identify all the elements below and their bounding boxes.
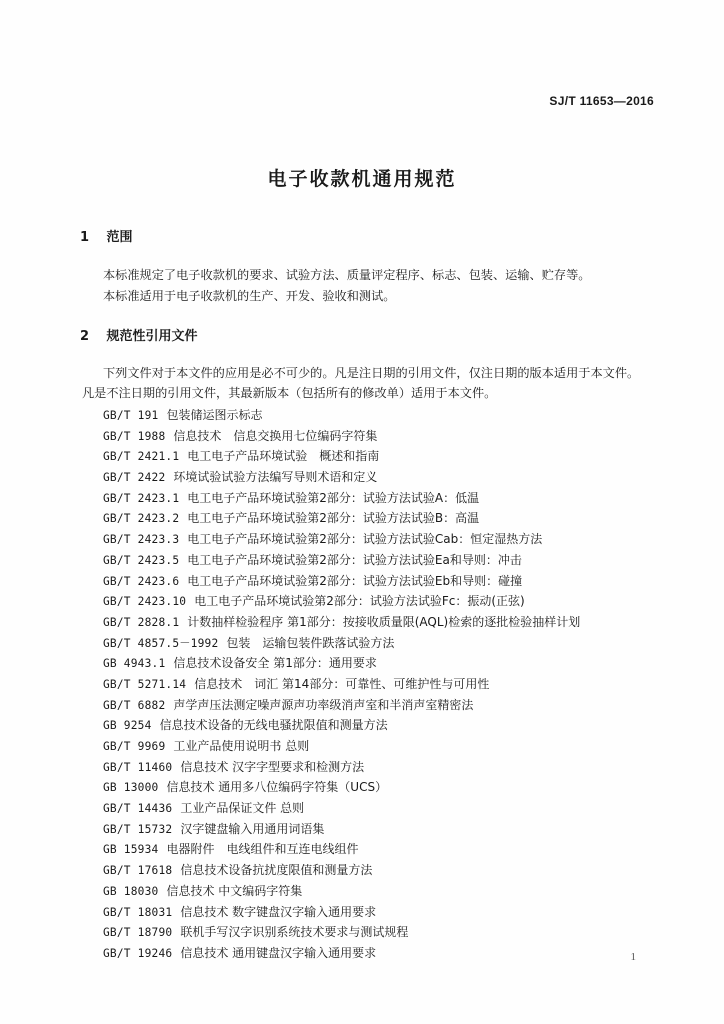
reference-code: GB/T 2423.1 [103, 491, 180, 505]
reference-code: GB/T 4857.5－1992 [103, 636, 219, 650]
reference-title: 环境试验试验方法编写导则术语和定义 [173, 470, 378, 485]
reference-item [103, 426, 580, 447]
reference-title: 信息技术 通用多八位编码字符集（UCS） [166, 780, 388, 795]
reference-code: GB/T 15732 [103, 822, 173, 836]
reference-title: 电器附件 电线组件和互连电线组件 [166, 842, 359, 857]
reference-title: 信息技术 中文编码字符集 [166, 883, 303, 898]
reference-code: GB 9254 [103, 719, 152, 733]
standard-code: SJ/T 11653—2016 [549, 94, 654, 108]
reference-item [103, 446, 580, 467]
reference-item [103, 736, 580, 757]
reference-code: GB/T 11460 [103, 760, 173, 774]
reference-item [103, 839, 580, 860]
reference-title: 信息技术 数字键盘汉字输入通用要求 [180, 904, 377, 919]
reference-item [103, 653, 580, 674]
reference-item [103, 757, 580, 778]
reference-item [103, 674, 580, 695]
reference-item [103, 695, 580, 716]
reference-title: 信息技术设备安全 第1部分：通用要求 [173, 656, 377, 671]
reference-code: GB/T 2423.10 [103, 595, 187, 609]
reference-item [103, 943, 580, 964]
reference-code: GB/T 2423.3 [103, 533, 180, 547]
reference-title: 工业产品保证文件 总则 [180, 801, 305, 816]
references-intro-line-1: 下列文件对于本文件的应用是必不可少的。凡是注日期的引用文件，仅注日期的版本适用于本文件。 [103, 366, 640, 380]
section-title: 范围 [106, 230, 133, 245]
reference-item [103, 902, 580, 923]
reference-code: GB/T 2423.6 [103, 574, 180, 588]
reference-code: GB/T 18790 [103, 926, 173, 940]
reference-item [103, 508, 580, 529]
scope-paragraph-2: 本标准适用于电子收款机的生产、开发、验收和测试。 [103, 289, 396, 303]
reference-item [103, 405, 580, 426]
reference-item [103, 798, 580, 819]
reference-item [103, 881, 580, 902]
reference-title: 声学声压法测定噪声源声功率级消声室和半消声室精密法 [173, 697, 474, 712]
reference-title: 信息技术 通用键盘汉字输入通用要求 [180, 945, 377, 960]
reference-item [103, 467, 580, 488]
reference-title: 电工电子产品环境试验第2部分：试验方法试验Fc：振动(正弦) [194, 594, 525, 609]
reference-code: GB/T 2423.2 [103, 512, 180, 526]
reference-title: 联机手写汉字识别系统技术要求与测试规程 [180, 925, 409, 940]
reference-item [103, 922, 580, 943]
reference-title: 电工电子产品环境试验第2部分：试验方法试验Cab：恒定湿热方法 [187, 532, 543, 547]
reference-item [103, 529, 580, 550]
reference-title: 电工电子产品环境试验第2部分：试验方法试验Ea和导则：冲击 [187, 552, 522, 567]
reference-title: 信息技术设备抗扰度限值和测量方法 [180, 863, 373, 878]
references-intro-line-2: 凡是不注日期的引用文件，其最新版本（包括所有的修改单）适用于本文件。 [82, 386, 497, 400]
reference-code: GB 15934 [103, 843, 159, 857]
reference-title: 包装储运图示标志 [166, 408, 263, 422]
reference-code: GB/T 6882 [103, 698, 166, 712]
reference-title: 电工电子产品环境试验 概述和指南 [187, 449, 380, 464]
reference-code: GB 4943.1 [103, 657, 166, 671]
reference-code: GB 13000 [103, 781, 159, 795]
reference-item [103, 860, 580, 881]
reference-item [103, 591, 580, 612]
section-heading-normative-references [80, 325, 198, 344]
reference-item [103, 612, 580, 633]
reference-title: 电工电子产品环境试验第2部分：试验方法试验B：高温 [187, 511, 480, 526]
reference-item [103, 633, 580, 654]
reference-code: GB/T 1988 [103, 429, 166, 443]
page-number: 1 [630, 951, 636, 963]
reference-code: GB/T 18031 [103, 905, 173, 919]
section-number: 2 [80, 329, 90, 344]
reference-list [103, 405, 580, 964]
reference-code: GB/T 2423.5 [103, 553, 180, 567]
reference-title: 电工电子产品环境试验第2部分：试验方法试验A：低温 [187, 490, 480, 505]
reference-title: 信息技术 词汇 第14部分：可靠性、可维护性与可用性 [194, 676, 490, 691]
reference-code: GB/T 17618 [103, 864, 173, 878]
reference-item [103, 550, 580, 571]
reference-title: 包装 运输包装件跌落试验方法 [226, 635, 395, 650]
reference-item [103, 571, 580, 592]
reference-code: GB/T 19246 [103, 946, 173, 960]
reference-code: GB/T 2422 [103, 471, 166, 485]
reference-title: 电工电子产品环境试验第2部分：试验方法试验Eb和导则：碰撞 [187, 573, 523, 588]
reference-title: 计数抽样检验程序 第1部分：按接收质量限(AQL)检索的逐批检验抽样计划 [187, 614, 581, 629]
scope-paragraph-1: 本标准规定了电子收款机的要求、试验方法、质量评定程序、标志、包装、运输、贮存等。 [103, 268, 591, 282]
section-heading-scope [80, 226, 133, 245]
reference-code: GB/T 191 [103, 409, 159, 422]
reference-code: GB/T 9969 [103, 740, 166, 753]
reference-code: GB/T 2421.1 [103, 450, 180, 464]
reference-code: GB/T 14436 [103, 802, 173, 816]
reference-item [103, 715, 580, 736]
document-title: 电子收款机通用规范 [267, 168, 457, 190]
reference-title: 信息技术 信息交换用七位编码字符集 [173, 428, 378, 443]
reference-code: GB/T 2828.1 [103, 615, 180, 629]
reference-item [103, 488, 580, 509]
reference-title: 汉字键盘输入用通用词语集 [180, 821, 325, 836]
reference-item [103, 819, 580, 840]
reference-code: GB/T 5271.14 [103, 677, 187, 691]
section-title: 规范性引用文件 [106, 329, 198, 344]
reference-code: GB 18030 [103, 884, 159, 898]
reference-title: 信息技术设备的无线电骚扰限值和测量方法 [159, 718, 388, 733]
reference-item [103, 777, 580, 798]
reference-title: 工业产品使用说明书 总则 [173, 739, 310, 753]
section-number: 1 [80, 230, 90, 245]
reference-title: 信息技术 汉字字型要求和检测方法 [180, 759, 365, 774]
